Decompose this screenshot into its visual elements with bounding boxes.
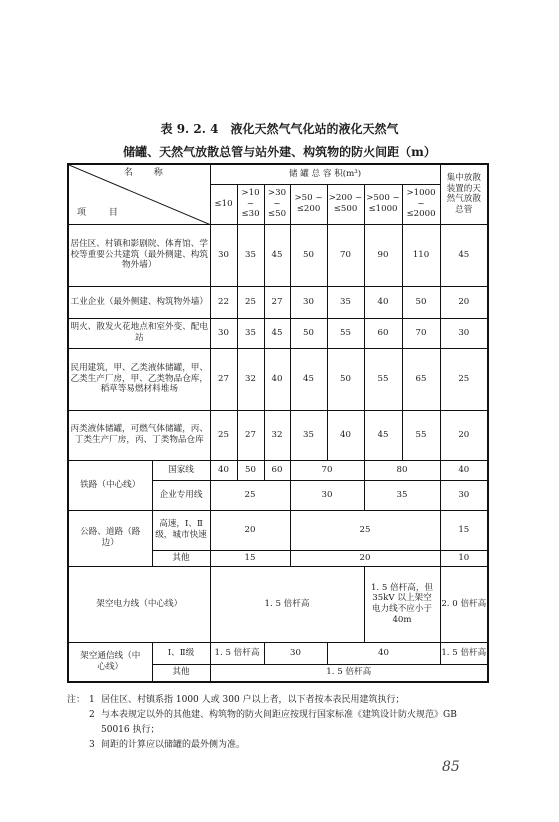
cell: 32 bbox=[264, 410, 290, 460]
table-row bbox=[68, 566, 488, 642]
note-item bbox=[67, 708, 487, 738]
cell: 65 bbox=[402, 348, 440, 410]
cell: 50 bbox=[402, 286, 440, 318]
cell: 30 bbox=[210, 224, 237, 286]
railway-label: 铁路（中心线） bbox=[68, 460, 152, 510]
table-title-line2: 储罐、天然气放散总管与站外建、构筑物的防火间距（m） bbox=[123, 145, 436, 159]
cell: 80 bbox=[364, 460, 440, 480]
cell: 60 bbox=[364, 318, 402, 348]
note-item bbox=[67, 738, 487, 753]
table-row bbox=[68, 348, 488, 410]
row-label: 丙类液体储罐，可燃气体储罐，丙、丁类生产厂房，丙、丁类物品仓库 bbox=[68, 410, 210, 460]
cell: 40 bbox=[440, 460, 488, 480]
table-row bbox=[68, 410, 488, 460]
header-col-2: >10 ~ ≤30 bbox=[237, 184, 264, 224]
table-row bbox=[68, 510, 488, 550]
cell: 45 bbox=[264, 318, 290, 348]
note-text: 居住区、村镇系指 1000 人或 300 户以上者，以下者按本表民用建筑执行； bbox=[101, 695, 405, 705]
cell: 1. 5 倍杆高，但 35kV 以上架空电力线不应小于 40m bbox=[364, 566, 440, 642]
cell: 35 bbox=[364, 480, 440, 510]
cell: 30 bbox=[290, 286, 327, 318]
header-col-4: >50 ~ ≤200 bbox=[290, 184, 327, 224]
cell: 35 bbox=[327, 286, 364, 318]
cell: 40 bbox=[364, 286, 402, 318]
cell: 27 bbox=[210, 348, 237, 410]
table-notes bbox=[67, 693, 487, 753]
cell: 30 bbox=[290, 480, 364, 510]
cell: 20 bbox=[440, 410, 488, 460]
cell: 27 bbox=[237, 410, 264, 460]
cell: 25 bbox=[210, 480, 290, 510]
cell: 45 bbox=[440, 224, 488, 286]
cell: 30 bbox=[210, 318, 237, 348]
railway-national-label: 国家线 bbox=[152, 460, 210, 480]
table-row bbox=[68, 286, 488, 318]
cell: 40 bbox=[327, 410, 364, 460]
page-number: 85 bbox=[442, 759, 460, 775]
note-item bbox=[67, 693, 487, 708]
fire-distance-table bbox=[67, 163, 489, 683]
row-label: 居住区、村镇和影剧院、体育馆、学校等重要公共建筑（最外侧建、构筑物外墙） bbox=[68, 224, 210, 286]
table-row bbox=[68, 318, 488, 348]
road-highway-label: 高速，Ⅰ、Ⅱ级，城市快速 bbox=[152, 510, 210, 550]
cell: 70 bbox=[290, 460, 364, 480]
header-diagonal-cell bbox=[68, 164, 210, 224]
header-col-3: >30 ~ ≤50 bbox=[264, 184, 290, 224]
table-row bbox=[68, 224, 488, 286]
note-text: 间距的计算应以储罐的最外侧为准。 bbox=[101, 740, 246, 750]
cell: 25 bbox=[237, 286, 264, 318]
cell: 20 bbox=[290, 550, 440, 566]
row-label: 工业企业（最外侧建、构筑物外墙） bbox=[68, 286, 210, 318]
cell: 45 bbox=[290, 348, 327, 410]
table-title-line1: 表 9. 2. 4 液化天然气气化站的液化天然气 bbox=[160, 122, 399, 136]
cell: 55 bbox=[327, 318, 364, 348]
header-col-7: >1000 ~ ≤2000 bbox=[402, 184, 440, 224]
cell: 35 bbox=[237, 318, 264, 348]
cell: 25 bbox=[440, 348, 488, 410]
table-row bbox=[68, 460, 488, 480]
header-capacity: 储 罐 总 容 积(m³) bbox=[210, 164, 440, 184]
cell: 15 bbox=[210, 550, 290, 566]
cell: 32 bbox=[237, 348, 264, 410]
cell: 1. 5 倍杆高 bbox=[440, 642, 488, 664]
cell: 45 bbox=[264, 224, 290, 286]
header-col-1: ≤10 bbox=[210, 184, 237, 224]
cell: 35 bbox=[290, 410, 327, 460]
cell: 10 bbox=[440, 550, 488, 566]
cell: 70 bbox=[402, 318, 440, 348]
cell: 27 bbox=[264, 286, 290, 318]
cell: 2. 0 倍杆高 bbox=[440, 566, 488, 642]
cell: 50 bbox=[290, 318, 327, 348]
cell: 90 bbox=[364, 224, 402, 286]
comm-other-label: 其他 bbox=[152, 664, 210, 682]
header-col-6: >500 ~ ≤1000 bbox=[364, 184, 402, 224]
cell: 40 bbox=[327, 642, 440, 664]
note-number: 2 bbox=[89, 710, 95, 720]
row-label: 明火、散发火花地点和室外变、配电站 bbox=[68, 318, 210, 348]
cell: 20 bbox=[210, 510, 290, 550]
notes-prefix: 注： bbox=[67, 695, 86, 705]
cell: 25 bbox=[290, 510, 440, 550]
railway-enterprise-label: 企业专用线 bbox=[152, 480, 210, 510]
header-col-5: >200 ~ ≤500 bbox=[327, 184, 364, 224]
cell: 30 bbox=[264, 642, 327, 664]
header-vent: 集中放散装置的天然气放散总管 bbox=[440, 164, 488, 224]
cell: 70 bbox=[327, 224, 364, 286]
note-text: 与本表规定以外的其他建、构筑物的防火间距应按现行国家标准《建筑设计防火规范》GB 50016 执行； bbox=[101, 710, 457, 735]
cell: 30 bbox=[440, 480, 488, 510]
cell: 50 bbox=[327, 348, 364, 410]
row-label: 民用建筑，甲、乙类液体储罐，甲、乙类生产厂房，甲、乙类物品仓库，稻草等易燃材料堆场 bbox=[68, 348, 210, 410]
header-name-label: 名 称 bbox=[124, 168, 172, 178]
cell: 40 bbox=[264, 348, 290, 410]
road-label: 公路、道路（路边） bbox=[68, 510, 152, 566]
cell: 55 bbox=[364, 348, 402, 410]
cell: 22 bbox=[210, 286, 237, 318]
cell: 25 bbox=[210, 410, 237, 460]
cell: 1. 5 倍杆高 bbox=[210, 664, 488, 682]
header-item-label: 项 目 bbox=[77, 208, 128, 219]
cell: 50 bbox=[290, 224, 327, 286]
cell: 45 bbox=[364, 410, 402, 460]
cell: 20 bbox=[440, 286, 488, 318]
comm-level-label: Ⅰ、Ⅱ级 bbox=[152, 642, 210, 664]
cell: 110 bbox=[402, 224, 440, 286]
cell: 30 bbox=[440, 318, 488, 348]
comm-label: 架空通信线（中心线） bbox=[68, 642, 152, 682]
cell: 15 bbox=[440, 510, 488, 550]
table-row bbox=[68, 642, 488, 664]
cell: 35 bbox=[237, 224, 264, 286]
cell: 40 bbox=[210, 460, 237, 480]
cell: 1. 5 倍杆高 bbox=[210, 642, 264, 664]
cell: 1. 5 倍杆高 bbox=[210, 566, 364, 642]
cell: 50 bbox=[237, 460, 264, 480]
note-number: 3 bbox=[89, 740, 95, 750]
power-label: 架空电力线（中心线） bbox=[68, 566, 210, 642]
cell: 55 bbox=[402, 410, 440, 460]
road-other-label: 其他 bbox=[152, 550, 210, 566]
note-number: 1 bbox=[89, 695, 95, 705]
cell: 60 bbox=[264, 460, 290, 480]
